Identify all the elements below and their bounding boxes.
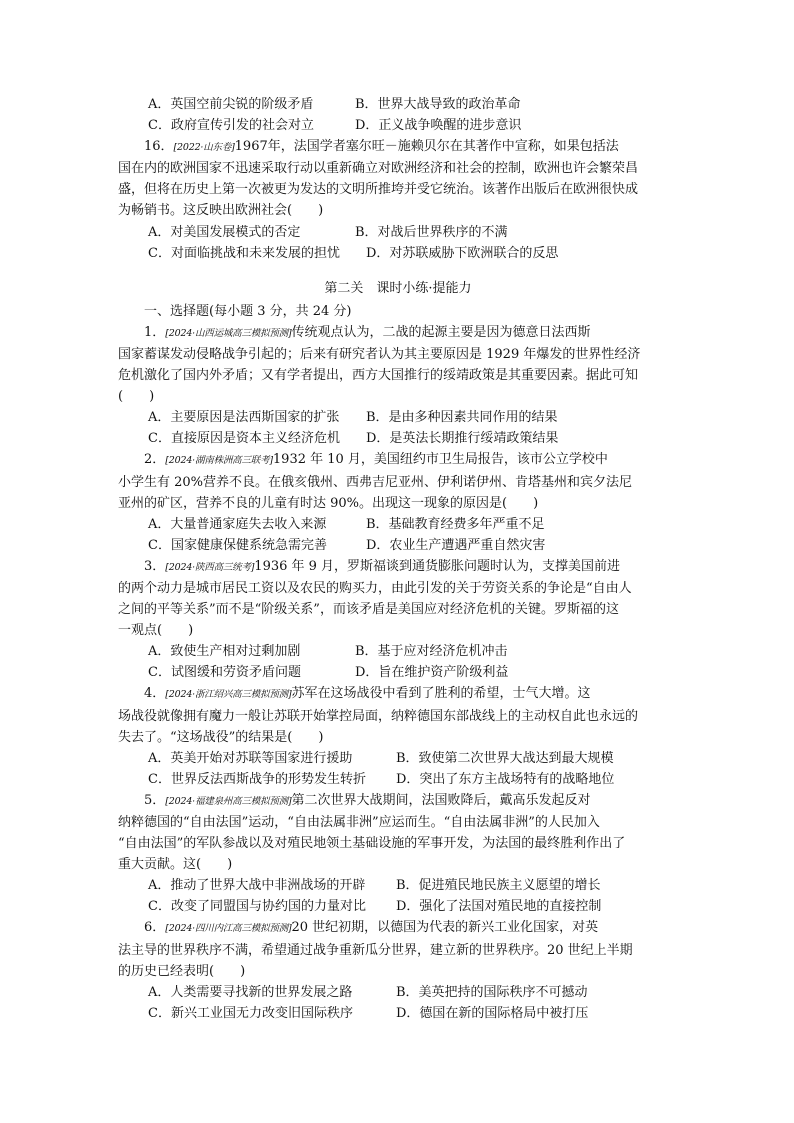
option-row: [118, 243, 678, 264]
question-stem-line: ( ): [118, 389, 155, 405]
question-source: [2024·四川内江高三模拟预测]: [165, 923, 292, 935]
option-row: [118, 407, 678, 428]
question-stem-line: 5．[2024·福建泉州高三模拟预测]第二次世界大战期间，法国败降后，戴高乐发起反对: [144, 792, 591, 808]
option-row: [118, 875, 678, 896]
question-stem-line: 2．[2024·湖南株洲高三联考]1932 年 10 月，美国纽约市卫生局报告，该市公立学校中: [144, 452, 608, 468]
option-d[interactable]: D．农业生产遭遇严重自然灾害: [366, 537, 546, 553]
question-source: [2024·浙江绍兴高三模拟预测]: [165, 689, 292, 701]
question-5: [118, 790, 678, 918]
question-3: [118, 556, 678, 684]
option-row: [118, 662, 678, 683]
question-number: 2．: [144, 452, 166, 468]
option-a[interactable]: A．致使生产相对过剩加剧: [148, 644, 301, 660]
option-row: [118, 1003, 678, 1024]
option-row: [118, 222, 678, 243]
question-2: [118, 449, 678, 555]
question-number: 5．: [144, 792, 166, 808]
option-b[interactable]: B．是由多种因素共同作用的结果: [366, 410, 558, 426]
question-number: 16．: [144, 139, 174, 155]
option-d[interactable]: D．德国在新的国际格局中被打压: [396, 1005, 589, 1021]
option-b[interactable]: B．基础教育经费多年严重不足: [366, 516, 545, 532]
option-row: [118, 769, 678, 790]
option-b[interactable]: B．美英把持的国际秩序不可撼动: [396, 984, 588, 1000]
question-stem-line: 1．[2024·山西运城高三模拟预测]传统观点认为，二战的起源主要是因为德意日法西斯: [144, 324, 591, 340]
option-row: [118, 748, 678, 769]
option-row: [118, 641, 678, 662]
option-row: [118, 514, 678, 535]
option-d[interactable]: D．旨在维护资产阶级利益: [355, 665, 509, 681]
question-number: 3．: [144, 558, 166, 574]
option-a[interactable]: A．主要原因是法西斯国家的扩张: [148, 410, 340, 426]
question-16: [118, 136, 678, 264]
question-source: [2024·福建泉州高三模拟预测]: [165, 795, 292, 807]
question-number: 6．: [144, 920, 166, 936]
question-stem-line: 3．[2024·陕西高三统考]1936 年 9 月，罗斯福谈到通货膨胀问题时认为，支撑美国前进: [144, 558, 621, 574]
option-a[interactable]: A．推动了世界大战中非洲战场的开辟: [148, 878, 366, 894]
question-stem-line: 4．[2024·浙江绍兴高三模拟预测]苏军在这场战役中看到了胜利的希望，士气大增。这: [144, 686, 591, 702]
question-stem-line: 国在内的欧洲国家不迅速采取行动以重新确立对欧洲经济和社会的控制，欧洲也许会繁荣昌: [118, 161, 639, 177]
option-row: [118, 896, 678, 917]
option-d[interactable]: D．对苏联威胁下欧洲联合的反思: [366, 245, 559, 261]
option-a[interactable]: A．英美开始对苏联等国家进行援助: [148, 750, 353, 766]
option-c[interactable]: C．政府宣传引发的社会对立: [148, 118, 314, 134]
question-stem-line: 纳粹德国的“自由法国”运动，“自由法属非洲”应运而生。“自由法属非洲”的人民加入: [118, 815, 600, 830]
option-c[interactable]: C．改变了同盟国与协约国的力量对比: [148, 899, 366, 915]
question-stem-line: 的两个动力是城市居民工资以及农民的购买力，由此引发的关于劳资关系的争论是“自由人: [118, 580, 632, 596]
option-c[interactable]: C．新兴工业国无力改变旧国际秩序: [148, 1005, 353, 1021]
option-d[interactable]: D．强化了法国对殖民地的直接控制: [396, 899, 602, 915]
section-title: 第二关 课时小练·提能力: [324, 280, 472, 296]
question-6: [118, 917, 678, 1023]
option-row: [118, 94, 678, 115]
option-c[interactable]: C．国家健康保健系统急需完善: [148, 537, 327, 553]
option-b[interactable]: B．促进殖民地民族主义愿望的增长: [396, 878, 601, 894]
option-d[interactable]: D．正义战争唤醒的进步意识: [355, 118, 522, 134]
option-d[interactable]: D．突出了东方主战场特有的战略地位: [396, 771, 615, 787]
option-c[interactable]: C．直接原因是资本主义经济危机: [148, 431, 340, 447]
option-row: [118, 982, 678, 1003]
option-a[interactable]: A．人类需要寻找新的世界发展之路: [148, 984, 353, 1000]
question-source: [2024·湖南株洲高三联考]: [165, 455, 273, 467]
question-stem-line: 重大贡献。这( ): [118, 857, 233, 873]
question-stem-line: 小学生有 20%营养不良。在俄亥俄州、西弗吉尼亚州、伊利诺伊州、肯塔基州和宾夕法尼: [118, 474, 633, 490]
question-source: [2024·陕西高三统考]: [165, 561, 255, 573]
question-source: [2024·山西运城高三模拟预测]: [165, 327, 292, 339]
option-b[interactable]: B．致使第二次世界大战达到最大规模: [396, 750, 614, 766]
option-c[interactable]: C．试图缓和劳资矛盾问题: [148, 665, 301, 681]
question-stem-line: 国家蓄谋发动侵略战争引起的；后来有研究者认为其主要原因是 1929 年爆发的世界性经济: [118, 346, 641, 362]
option-row: [118, 115, 678, 136]
document-page: [118, 94, 678, 1024]
option-a[interactable]: A．英国空前尖锐的阶级矛盾: [148, 97, 314, 112]
section-subtitle: 一、选择题(每小题 3 分，共 24 分): [144, 303, 352, 319]
question-1: [118, 322, 678, 450]
question-4: [118, 683, 678, 789]
option-a[interactable]: A．大量普通家庭失去收入来源: [148, 516, 327, 532]
option-c[interactable]: C．对面临挑战和未来发展的担忧: [148, 245, 340, 261]
question-stem-line: 的历史已经表明( ): [118, 963, 246, 979]
question-stem-line: 为畅销书。这反映出欧洲社会( ): [118, 203, 324, 219]
option-row: [118, 428, 678, 449]
question-stem-line: 失去了。“这场战役”的结果是( ): [118, 729, 324, 745]
question-stem-line: 场战役就像拥有魔力一般让苏联开始掌控局面，纳粹德国东部战线上的主动权自此也永远的: [118, 708, 639, 724]
option-d[interactable]: D．是英法长期推行绥靖政策结果: [366, 431, 559, 447]
question-stem-line: 盛，但将在历史上第一次被更为发达的文明所推垮并受它统治。该著作出版后在欧洲很快成: [118, 182, 639, 198]
question-stem-line: 之间的平等关系”而不是“阶级关系”，而该矛盾是美国应对经济危机的关键。罗斯福的这: [118, 602, 619, 618]
question-number: 1．: [144, 324, 166, 340]
question-stem-line: 法主导的世界秩序不满，希望通过战争重新瓜分世界，建立新的世界秩序。20 世纪上半期: [118, 942, 633, 958]
option-b[interactable]: B．世界大战导致的政治革命: [355, 97, 521, 112]
option-row: [118, 535, 678, 556]
question-stem-line: 亚州的矿区，营养不良的儿童有时达 90%。出现这一现象的原因是( ): [118, 495, 539, 511]
question-stem-line: 危机激化了国内外矛盾；又有学者提出，西方大国推行的绥靖政策是其重要因素。据此可知: [118, 368, 639, 384]
option-a[interactable]: A．对美国发展模式的否定: [148, 224, 301, 240]
option-b[interactable]: B．对战后世界秩序的不满: [355, 224, 508, 240]
option-c[interactable]: C．世界反法西斯战争的形势发生转折: [148, 771, 366, 787]
question-number: 4．: [144, 686, 166, 702]
option-b[interactable]: B．基于应对经济危机冲击: [355, 644, 508, 660]
question-stem-line: 6．[2024·四川内江高三模拟预测]20 世纪初期，以德国为代表的新兴工业化国家，对英: [144, 920, 599, 936]
question-source: [2022·山东卷]: [173, 142, 235, 154]
question-stem-line: 一观点( ): [118, 623, 194, 639]
question-stem-line: 16．[2022·山东卷]1967年，法国学者塞尔旺－施赖贝尔在其著作中宣称，如果包括法: [144, 139, 619, 155]
question-stem-line: “自由法国”的军队参战以及对殖民地领土基础设施的军事开发，为法国的最终胜利作出了: [118, 836, 626, 852]
